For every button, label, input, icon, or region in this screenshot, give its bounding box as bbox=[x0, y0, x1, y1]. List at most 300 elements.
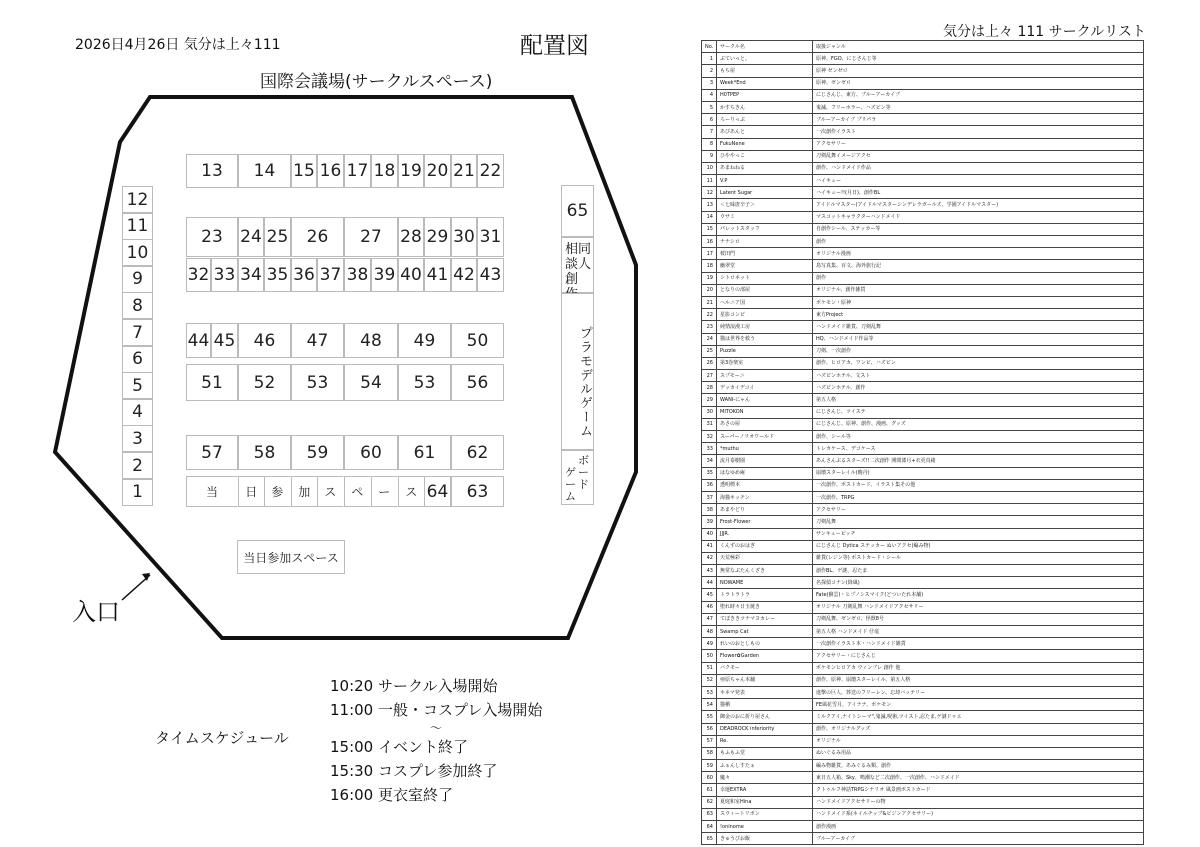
circle-genre: にじさんじ、原神、創作、漫画、グッズ bbox=[813, 418, 1144, 430]
circle-name: 無常なぶたんくざき bbox=[717, 565, 813, 577]
circle-14: 14 bbox=[238, 154, 291, 188]
circle-genre: 鳥写真集、百文、海外旅行記 bbox=[813, 260, 1144, 272]
circle-name: 流月泰樹園 bbox=[717, 455, 813, 467]
table-row bbox=[702, 455, 1144, 467]
circle-no: 63 bbox=[702, 808, 717, 820]
circle-genre: オリジナル 刀剣乱舞 ハンドメイドアクセサリー bbox=[813, 601, 1144, 613]
circle-no: 64 bbox=[702, 821, 717, 833]
circle-genre: ハンドメイド系(ネイルチップ&ビジンアクセサリー) bbox=[813, 808, 1144, 820]
circle-genre: ハンドメイド雑貨、刀剣乱舞 bbox=[813, 321, 1144, 333]
table-row bbox=[702, 321, 1144, 333]
circle-no: 8 bbox=[702, 138, 717, 150]
circle-62: 62 bbox=[451, 435, 504, 470]
circle-genre: 創作BL、ゲ謎、忍たま bbox=[813, 565, 1144, 577]
circle-no: 57 bbox=[702, 735, 717, 747]
circle-genre: トレカケース、デコケース bbox=[813, 443, 1144, 455]
venue-title: 国際会議場(サークルスペース) bbox=[260, 72, 493, 92]
table-row bbox=[702, 638, 1144, 650]
table-row bbox=[702, 711, 1144, 723]
sameday-char: ス bbox=[317, 476, 344, 507]
table-row bbox=[702, 199, 1144, 211]
circle-35: 35 bbox=[264, 258, 291, 292]
sameday-char: ペ bbox=[344, 476, 371, 507]
circle-no: 14 bbox=[702, 211, 717, 223]
sameday-char: 加 bbox=[291, 476, 318, 507]
layout-title: 配置図 bbox=[520, 33, 589, 59]
schedule-item: 〜 bbox=[430, 721, 443, 735]
circle-name: 幸運EXTRA bbox=[717, 784, 813, 796]
circle-58: 58 bbox=[238, 435, 291, 470]
circle-23: 23 bbox=[186, 217, 238, 257]
table-row bbox=[702, 418, 1144, 430]
circle-no: 3 bbox=[702, 77, 717, 89]
circle-name: 魔々 bbox=[717, 772, 813, 784]
sameday-char: 当 bbox=[186, 476, 238, 507]
circle-61: 61 bbox=[398, 435, 451, 470]
circle-40: 40 bbox=[398, 258, 424, 292]
circle-17: 17 bbox=[344, 154, 371, 188]
circle-name: デッカイデコイ bbox=[717, 382, 813, 394]
circle-no: 2 bbox=[702, 65, 717, 77]
circle-63: 63 bbox=[451, 476, 504, 507]
schedule-item: 15:00 イベント終了 bbox=[330, 738, 468, 756]
schedule-title: タイムスケジュール bbox=[155, 729, 289, 747]
table-row bbox=[702, 699, 1144, 711]
circle-name: ふぁんしすたぁ bbox=[717, 760, 813, 772]
circle-1: 1 bbox=[122, 479, 153, 506]
circle-name: あさの屋 bbox=[717, 418, 813, 430]
table-row bbox=[702, 735, 1144, 747]
circle-no: 61 bbox=[702, 784, 717, 796]
table-row bbox=[702, 296, 1144, 308]
circle-genre: 第五人格 ハンドメイド 仔竜 bbox=[813, 626, 1144, 638]
circle-no: 50 bbox=[702, 650, 717, 662]
circle-no: 46 bbox=[702, 601, 717, 613]
circle-no: 55 bbox=[702, 711, 717, 723]
circle-genre: アクセサリー・にじさんじ bbox=[813, 650, 1144, 662]
circle-8: 8 bbox=[122, 292, 153, 319]
table-row bbox=[702, 357, 1144, 369]
circle-name: 幽翠堂 bbox=[717, 260, 813, 272]
circle-name: バクモー bbox=[717, 662, 813, 674]
circle-name: 桜田門 bbox=[717, 248, 813, 260]
circle-name: となりの部屋 bbox=[717, 284, 813, 296]
circle-name: ナナシロ bbox=[717, 236, 813, 248]
circle-genre: ブルーアーカイブ bbox=[813, 833, 1144, 845]
circle-genre: にじさんじ、ツイステ bbox=[813, 406, 1144, 418]
circle-genre: オリジナル漫画 bbox=[813, 248, 1144, 260]
circle-genre: 創作、ヒロアカ、ワンピ、ハズビン bbox=[813, 357, 1144, 369]
circle-genre: 創作、ハンドメイド作品 bbox=[813, 162, 1144, 174]
circle-42: 42 bbox=[451, 258, 477, 292]
circle-no: 18 bbox=[702, 260, 717, 272]
table-row bbox=[702, 248, 1144, 260]
circle-52: 52 bbox=[238, 364, 291, 401]
circle-name: MITOKON bbox=[717, 406, 813, 418]
table-row bbox=[702, 272, 1144, 284]
circle-genre: ブルーアーカイブ プリパラ bbox=[813, 114, 1144, 126]
circle-genre: 原神、ゼンゼロ bbox=[813, 77, 1144, 89]
circle-name: 純情浪漫工房 bbox=[717, 321, 813, 333]
circle-3: 3 bbox=[122, 425, 153, 452]
circle-no: 42 bbox=[702, 552, 717, 564]
circle-genre: ポケモンヒロアカ ウィンブレ 創作 他 bbox=[813, 662, 1144, 674]
circle-name: もふもふ堂 bbox=[717, 747, 813, 759]
circle-name: ろーりっぷ bbox=[717, 114, 813, 126]
circle-genre: にじさんじ、東方、ブルーアーカイブ bbox=[813, 89, 1144, 101]
circle-no: 45 bbox=[702, 589, 717, 601]
table-row bbox=[702, 77, 1144, 89]
circle-name: 第3巻楽室 bbox=[717, 357, 813, 369]
circle-no: 54 bbox=[702, 699, 717, 711]
circle-name: はなゆめ庵 bbox=[717, 467, 813, 479]
circle-48: 48 bbox=[344, 323, 398, 358]
circle-21: 21 bbox=[451, 154, 477, 188]
circle-41: 41 bbox=[424, 258, 451, 292]
table-row bbox=[702, 443, 1144, 455]
circle-name: 星影コンピ bbox=[717, 309, 813, 321]
circle-genre: サンキューピッチ bbox=[813, 528, 1144, 540]
table-row bbox=[702, 772, 1144, 784]
circle-27: 27 bbox=[344, 217, 398, 257]
sameday-char: 参 bbox=[264, 476, 291, 507]
circle-name: !oninome bbox=[717, 821, 813, 833]
circle-no: 59 bbox=[702, 760, 717, 772]
circle-genre: 刀剣乱舞イメージアクセ bbox=[813, 150, 1144, 162]
table-row bbox=[702, 284, 1144, 296]
circle-no: 29 bbox=[702, 394, 717, 406]
circle-no: 30 bbox=[702, 406, 717, 418]
table-row bbox=[702, 528, 1144, 540]
circle-name: あまやどり bbox=[717, 504, 813, 516]
circle-5: 5 bbox=[122, 372, 153, 399]
circle-49: 49 bbox=[398, 323, 451, 358]
circle-no: 51 bbox=[702, 662, 717, 674]
circle-no: 5 bbox=[702, 101, 717, 113]
circle-39: 39 bbox=[371, 258, 398, 292]
circle-no: 48 bbox=[702, 626, 717, 638]
circle-25: 25 bbox=[264, 217, 291, 257]
circle-genre: 創作、シール等 bbox=[813, 431, 1144, 443]
circle-name: FukuNene bbox=[717, 138, 813, 150]
circle-name: れいのおとしもの bbox=[717, 638, 813, 650]
circle-34: 34 bbox=[238, 258, 264, 292]
table-row bbox=[702, 138, 1144, 150]
circle-no: 62 bbox=[702, 796, 717, 808]
sameday-char: 日 bbox=[238, 476, 265, 507]
circle-name: DEADROCK inferiority bbox=[717, 723, 813, 735]
column-header: No. bbox=[702, 41, 717, 53]
circle-genre: 創作 bbox=[813, 236, 1144, 248]
circle-46: 46 bbox=[238, 323, 291, 358]
circle-53: 53 bbox=[398, 364, 451, 401]
circle-4: 4 bbox=[122, 399, 153, 426]
circle-no: 16 bbox=[702, 236, 717, 248]
circle-genre: 原神 ゼンゼロ bbox=[813, 65, 1144, 77]
table-row bbox=[702, 516, 1144, 528]
circle-name: くんずのおはぎ bbox=[717, 540, 813, 552]
circle-name: 天荒極彩 bbox=[717, 552, 813, 564]
circle-name: V.P bbox=[717, 175, 813, 187]
circle-genre: 一次創作イラスト bbox=[813, 126, 1144, 138]
circle-genre: 一次創作、ポストカード、イラスト集その他 bbox=[813, 479, 1144, 491]
doujin-sosaku-space: 同 人 相 談 創 bbox=[561, 237, 594, 293]
circle-genre: あんさんぶるスターズ!!二次創作 開閉漆月+衣更真緒 bbox=[813, 455, 1144, 467]
circle-name: Swamp Cat bbox=[717, 626, 813, 638]
circle-name: もち屋 bbox=[717, 65, 813, 77]
entrance-label: 入口 bbox=[72, 598, 120, 626]
column-header: 取扱ジャンル bbox=[813, 41, 1144, 53]
circle-genre: ポケモン・原神 bbox=[813, 296, 1144, 308]
table-row bbox=[702, 686, 1144, 698]
circle-genre: アクセサリー bbox=[813, 504, 1144, 516]
circle-genre: 刀剣乱舞 bbox=[813, 516, 1144, 528]
circle-name: きゅうびお飯 bbox=[717, 833, 813, 845]
circle-51: 51 bbox=[186, 364, 238, 401]
table-row bbox=[702, 662, 1144, 674]
circle-26: 26 bbox=[291, 217, 344, 257]
circle-57: 57 bbox=[186, 435, 238, 470]
circle-genre: 名探偵コナン(降風) bbox=[813, 577, 1144, 589]
table-row bbox=[702, 431, 1144, 443]
table-row bbox=[702, 589, 1144, 601]
circle-no: 65 bbox=[702, 833, 717, 845]
circle-36: 36 bbox=[291, 258, 317, 292]
circle-no: 23 bbox=[702, 321, 717, 333]
circle-no: 21 bbox=[702, 296, 717, 308]
circle-no: 31 bbox=[702, 418, 717, 430]
event-date: 2026日4月26日 気分は上々111 bbox=[75, 37, 281, 53]
circle-genre: 創作 bbox=[813, 272, 1144, 284]
circle-no: 19 bbox=[702, 272, 717, 284]
circle-no: 52 bbox=[702, 674, 717, 686]
circle-name: 猫栖 bbox=[717, 699, 813, 711]
circle-31: 31 bbox=[477, 217, 504, 257]
circle-name: 猫は世界を救う bbox=[717, 333, 813, 345]
table-row bbox=[702, 723, 1144, 735]
circle-name: あびあんと bbox=[717, 126, 813, 138]
circle-genre: アクセサリー bbox=[813, 138, 1144, 150]
table-row bbox=[702, 223, 1144, 235]
schedule-item: 16:00 更衣室終了 bbox=[330, 786, 453, 804]
circle-genre: ハイキュー bbox=[813, 175, 1144, 187]
circle-16: 16 bbox=[317, 154, 344, 188]
circle-no: 28 bbox=[702, 382, 717, 394]
circle-genre: 第五人格 bbox=[813, 394, 1144, 406]
circle-32: 32 bbox=[186, 258, 211, 292]
circle-name: キネマ発表 bbox=[717, 686, 813, 698]
circle-genre: 編み物雑貨、あみぐるみ類、創作 bbox=[813, 760, 1144, 772]
circle-genre: 原神、FGO、にじさんじ等 bbox=[813, 53, 1144, 65]
circle-no: 35 bbox=[702, 467, 717, 479]
circle-name: シトロネット bbox=[717, 272, 813, 284]
circle-15: 15 bbox=[291, 154, 317, 188]
circle-24: 24 bbox=[238, 217, 264, 257]
circle-60: 60 bbox=[344, 435, 398, 470]
circle-50: 50 bbox=[451, 323, 504, 358]
circle-no: 11 bbox=[702, 175, 717, 187]
circle-name: WANI-にゃん bbox=[717, 394, 813, 406]
table-row bbox=[702, 784, 1144, 796]
table-row bbox=[702, 126, 1144, 138]
circle-53: 53 bbox=[291, 364, 344, 401]
table-row bbox=[702, 467, 1144, 479]
circle-no: 36 bbox=[702, 479, 717, 491]
circle-no: 17 bbox=[702, 248, 717, 260]
circle-65: 65 bbox=[561, 185, 594, 237]
circle-no: 41 bbox=[702, 540, 717, 552]
circle-no: 32 bbox=[702, 431, 717, 443]
table-row bbox=[702, 53, 1144, 65]
circle-no: 7 bbox=[702, 126, 717, 138]
table-row bbox=[702, 65, 1144, 77]
circle-genre: 崩壊スターレイル(暁丹) bbox=[813, 467, 1144, 479]
circle-no: 9 bbox=[702, 150, 717, 162]
table-row bbox=[702, 89, 1144, 101]
circle-28: 28 bbox=[398, 217, 424, 257]
circle-name: NOWAME bbox=[717, 577, 813, 589]
circle-genre: 一次創作イラスト本・ハンドメイド雑貨 bbox=[813, 638, 1144, 650]
circle-no: 26 bbox=[702, 357, 717, 369]
circle-no: 6 bbox=[702, 114, 717, 126]
circle-name: てぼききツナマヨカレー bbox=[717, 613, 813, 625]
circle-54: 54 bbox=[344, 364, 398, 401]
circle-43: 43 bbox=[477, 258, 504, 292]
circle-no: 12 bbox=[702, 187, 717, 199]
circle-no: 4 bbox=[702, 89, 717, 101]
table-row bbox=[702, 309, 1144, 321]
plamo-game-space: プラモデルゲーム bbox=[561, 293, 594, 450]
table-row bbox=[702, 382, 1144, 394]
circle-genre: オリジナル、創作雑貨 bbox=[813, 284, 1144, 296]
circle-59: 59 bbox=[291, 435, 344, 470]
circle-genre: 東方Project bbox=[813, 309, 1144, 321]
circle-list-table bbox=[701, 40, 1144, 845]
circle-name: *muthu bbox=[717, 443, 813, 455]
circle-37: 37 bbox=[317, 258, 344, 292]
table-row bbox=[702, 504, 1144, 516]
circle-genre: 創作漫画 bbox=[813, 821, 1144, 833]
circle-22: 22 bbox=[477, 154, 504, 188]
circle-name: Re. bbox=[717, 735, 813, 747]
circle-name: パレットスタッフ bbox=[717, 223, 813, 235]
circle-64: 64 bbox=[424, 476, 451, 507]
table-row bbox=[702, 540, 1144, 552]
circle-name: Puzzle bbox=[717, 345, 813, 357]
circle-name: 夏庭和室Hina bbox=[717, 796, 813, 808]
circle-genre: マスコットキャラクターハンドメイド bbox=[813, 211, 1144, 223]
table-row bbox=[702, 674, 1144, 686]
table-row bbox=[702, 650, 1144, 662]
circle-20: 20 bbox=[424, 154, 451, 188]
table-row bbox=[702, 833, 1144, 845]
circle-no: 43 bbox=[702, 565, 717, 577]
circle-genre: 鬼滅、フリーホラー、ハズビン等 bbox=[813, 101, 1144, 113]
circle-name: 堕れ時々日玉焼き bbox=[717, 601, 813, 613]
table-row bbox=[702, 613, 1144, 625]
circle-7: 7 bbox=[122, 319, 153, 346]
table-row bbox=[702, 796, 1144, 808]
circle-genre: Fate(蘇雲)・ヒプノシスマイク(どついたれ本舗) bbox=[813, 589, 1144, 601]
circle-no: 39 bbox=[702, 516, 717, 528]
circle-genre: オリジナル bbox=[813, 735, 1144, 747]
circle-genre: ハイキュー!!(月日)、創作BL bbox=[813, 187, 1144, 199]
circle-genre: HQ、ハンドメイド作品等 bbox=[813, 333, 1144, 345]
table-row bbox=[702, 236, 1144, 248]
circle-name: Week*End bbox=[717, 77, 813, 89]
circle-genre: ミルクアイ,ナイトシーマ",鬼滅,呪術,ツイスト,忍たま,ゲ謎ドゥエ bbox=[813, 711, 1144, 723]
table-row bbox=[702, 808, 1144, 820]
schedule-item: 15:30 コスプレ参加終了 bbox=[330, 762, 498, 780]
circle-genre: ぬいぐるみ用品 bbox=[813, 747, 1144, 759]
circle-name: 透明標本 bbox=[717, 479, 813, 491]
sameday-space-box: 当日参加スペース bbox=[237, 540, 345, 574]
circle-genre: 進撃の巨人、葬送のフリーレン、忘却バッテリー bbox=[813, 686, 1144, 698]
table-row bbox=[702, 114, 1144, 126]
circle-name: ウサミ bbox=[717, 211, 813, 223]
circle-no: 22 bbox=[702, 309, 717, 321]
circle-genre: ハズビンホテル、文スト bbox=[813, 370, 1144, 382]
circle-6: 6 bbox=[122, 346, 153, 373]
table-row bbox=[702, 760, 1144, 772]
schedule-list bbox=[330, 674, 542, 807]
circle-name: Flower✿Garden bbox=[717, 650, 813, 662]
circle-name: トラトラトラ bbox=[717, 589, 813, 601]
circle-genre: 刀剣、一次創作 bbox=[813, 345, 1144, 357]
table-row bbox=[702, 601, 1144, 613]
circle-genre: ハンドメイドアクセサリーの物 bbox=[813, 796, 1144, 808]
circle-name: ひややっこ bbox=[717, 150, 813, 162]
circle-no: 10 bbox=[702, 162, 717, 174]
circle-name: ヘルニア国 bbox=[717, 296, 813, 308]
table-row bbox=[702, 577, 1144, 589]
circle-no: 49 bbox=[702, 638, 717, 650]
table-row bbox=[702, 491, 1144, 503]
table-row bbox=[702, 552, 1144, 564]
table-row bbox=[702, 211, 1144, 223]
circle-genre: 刀剣乱舞、ゼンゼロ、怪獣8号 bbox=[813, 613, 1144, 625]
circle-name: スウィートリボン bbox=[717, 808, 813, 820]
circle-29: 29 bbox=[424, 217, 451, 257]
circle-genre: FE風花雪月、アイナナ、ポケモン bbox=[813, 699, 1144, 711]
circle-no: 40 bbox=[702, 528, 717, 540]
circle-no: 38 bbox=[702, 504, 717, 516]
table-row bbox=[702, 565, 1144, 577]
circle-45: 45 bbox=[211, 323, 238, 358]
table-row bbox=[702, 260, 1144, 272]
circle-no: 15 bbox=[702, 223, 717, 235]
table-row bbox=[702, 101, 1144, 113]
circle-genre: 創作、原神、崩壊スターレイル、第五人格 bbox=[813, 674, 1144, 686]
circle-name: あまねねる bbox=[717, 162, 813, 174]
table-row bbox=[702, 345, 1144, 357]
circle-no: 25 bbox=[702, 345, 717, 357]
circle-name: ぶていっと。 bbox=[717, 53, 813, 65]
circle-name: ＜七味唐辛子＞ bbox=[717, 199, 813, 211]
circle-no: 56 bbox=[702, 723, 717, 735]
table-row bbox=[702, 747, 1144, 759]
table-row bbox=[702, 821, 1144, 833]
circle-38: 38 bbox=[344, 258, 371, 292]
circle-genre: ハズビンホテル、創作 bbox=[813, 382, 1144, 394]
circle-10: 10 bbox=[122, 239, 153, 266]
table-row bbox=[702, 479, 1144, 491]
list-title: 気分は上々 111 サークルリスト bbox=[943, 24, 1146, 40]
circle-genre: にじさんじ Dytica ステッカー ぬいアクセ(編み物) bbox=[813, 540, 1144, 552]
table-row bbox=[702, 370, 1144, 382]
circle-genre: 雑貨(レジン等) ポストカード・シール bbox=[813, 552, 1144, 564]
table-row bbox=[702, 150, 1144, 162]
